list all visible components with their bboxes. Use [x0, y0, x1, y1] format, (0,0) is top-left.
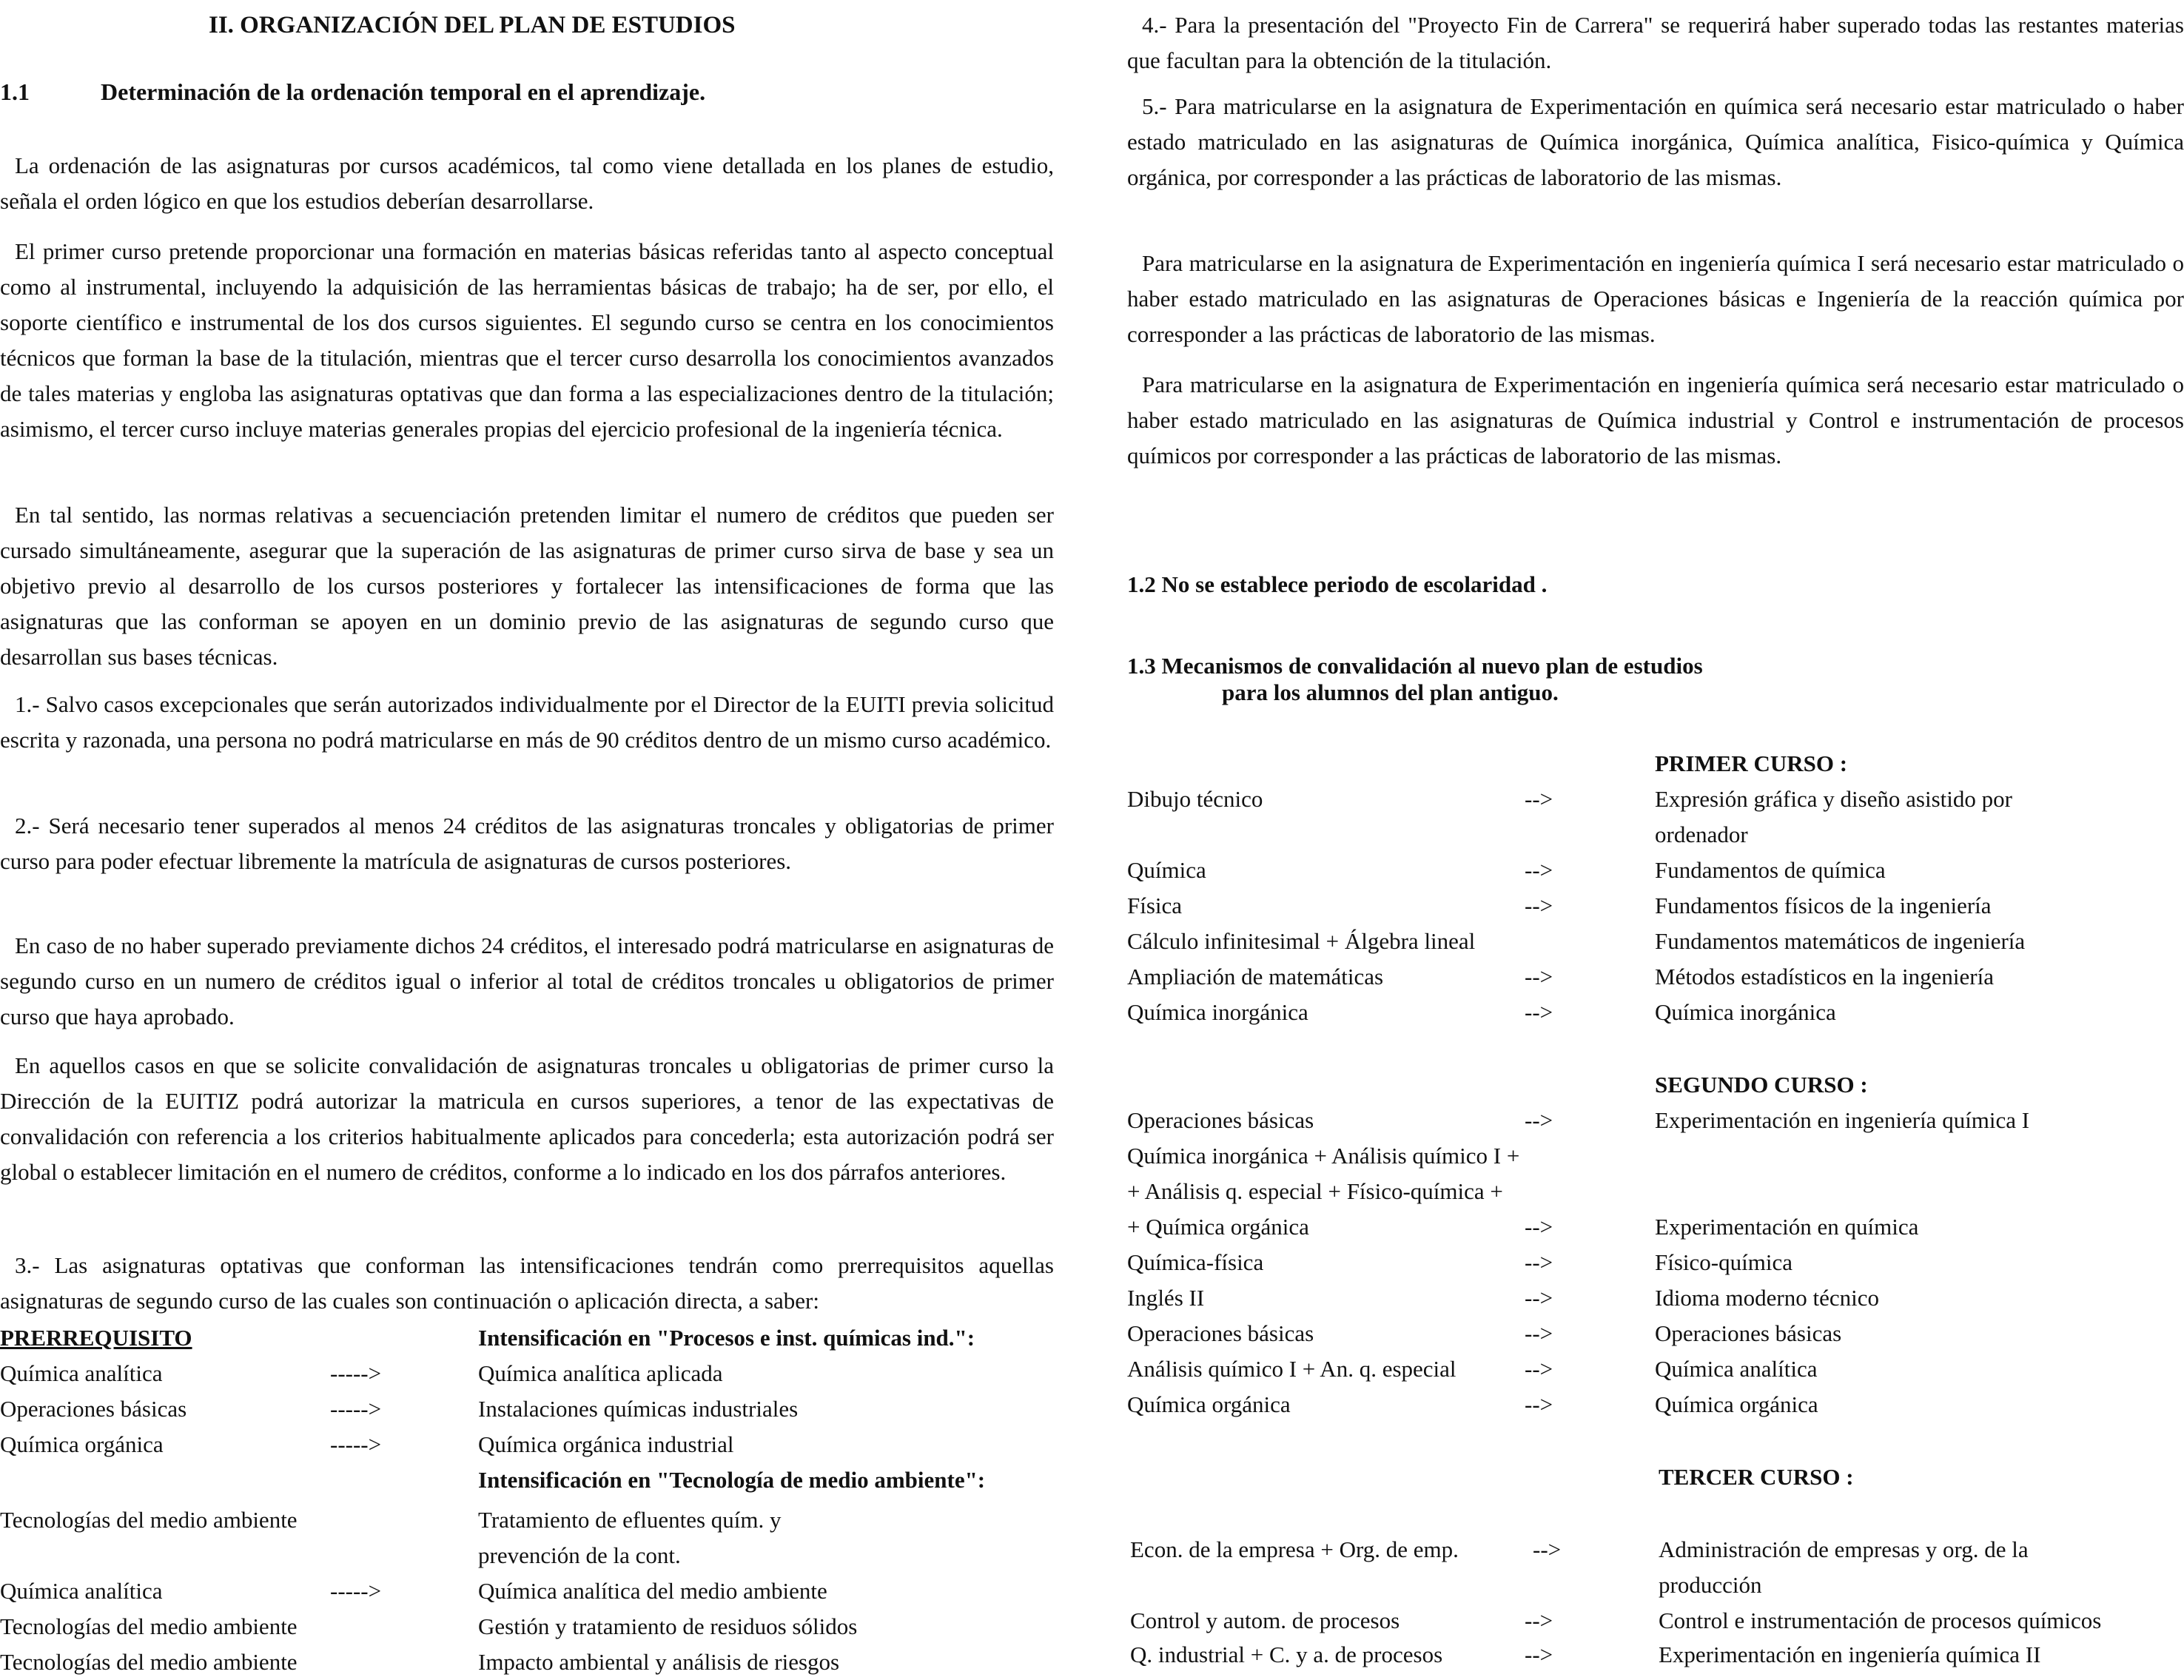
prereq-to: Impacto ambiental y análisis de riesgos: [478, 1649, 840, 1675]
intensification-heading: Intensificación en "Procesos e inst. químicas ind.":: [478, 1325, 975, 1351]
prereq-to: Instalaciones químicas industriales: [478, 1396, 799, 1422]
paragraph: 3.- Las asignaturas optativas que conforman las intensificaciones tendrán como prerrequisitos aquellas asignaturas de segundo curso de las cuales son continuación o aplicación directa, a saber:: [0, 1252, 1054, 1314]
arrow: -->: [1525, 999, 1553, 1025]
course-header: PRIMER CURSO :: [1655, 750, 1848, 776]
old-subject: Análisis químico I + An. q. especial: [1127, 1356, 1456, 1382]
paragraph: Para matricularse en la asignatura de Experimentación en ingeniería química será necesario estar matriculado o haber estado matriculado en las asignaturas de Química industrial y Control e instrumentación de procesos químicos por corresponder a las prácticas de laboratorio de las mismas.: [1127, 372, 2184, 468]
prereq-to: Química analítica del medio ambiente: [478, 1578, 827, 1604]
prereq-arrow: ----->: [330, 1578, 382, 1604]
arrow: -->: [1525, 857, 1553, 883]
new-subject: Experimentación en ingeniería química II: [1659, 1642, 2041, 1667]
arrow: -->: [1525, 1320, 1553, 1346]
arrow: -->: [1525, 1642, 1553, 1667]
arrow: -->: [1525, 964, 1553, 989]
prereq-to: Tratamiento de efluentes quím. y: [478, 1507, 782, 1533]
new-subject: Química orgánica: [1655, 1391, 1818, 1417]
prereq-arrow: ----->: [330, 1396, 382, 1422]
prereq-header: PRERREQUISITO: [0, 1325, 192, 1351]
new-subject: Físico-química: [1655, 1249, 1792, 1275]
course-header: TERCER CURSO :: [1659, 1464, 1854, 1490]
paragraph: En aquellos casos en que se solicite convalidación de asignaturas troncales u obligatorias de primer curso la Dirección de la EUITIZ podrá autorizar la matricula en cursos superiores, a tenor de las expectativas de convalidación con referencia a los criterios habitualmente aplicados para concederla; esta autorización podrá ser global o establecer limitación en el numero de créditos, conforme a lo indicado en los dos párrafos anteriores.: [0, 1052, 1054, 1185]
old-subject: Química inorgánica: [1127, 999, 1308, 1025]
new-subject: ordenador: [1655, 821, 1748, 847]
new-subject: Expresión gráfica y diseño asistido por: [1655, 786, 2012, 812]
paragraph: En caso de no haber superado previamente dichos 24 créditos, el interesado podrá matricularse en asignaturas de segundo curso en un numero de créditos igual o inferior al total de créditos troncales u obligatorios de primer curso que haya aprobado.: [0, 933, 1054, 1029]
prereq-arrow: ----->: [330, 1360, 382, 1386]
new-subject: Experimentación en ingeniería química I: [1655, 1107, 2030, 1133]
new-subject: Química analítica: [1655, 1356, 1818, 1382]
arrow: -->: [1533, 1536, 1562, 1562]
old-subject: Operaciones básicas: [1127, 1320, 1314, 1346]
prereq-from: Operaciones básicas: [0, 1396, 187, 1422]
arrow: -->: [1525, 893, 1553, 918]
old-subject: Econ. de la empresa + Org. de emp.: [1130, 1536, 1459, 1562]
arrow: -->: [1525, 1391, 1553, 1417]
prereq-from: Tecnologías del medio ambiente: [0, 1507, 298, 1533]
old-subject: Control y autom. de procesos: [1130, 1607, 1400, 1633]
new-subject: Fundamentos matemáticos de ingeniería: [1655, 928, 2026, 954]
paragraph: El primer curso pretende proporcionar una formación en materias básicas referidas tanto al aspecto conceptual como al instrumental, incluyendo la adquisición de las herramientas básicas de trabajo; ha de ser, por ello, el soporte científico e instrumental de los dos cursos siguientes. El segundo curso se centra en los conocimientos técnicos que forman la base de la titulación, mientras que el tercer curso desarrolla los conocimientos avanzados de tales materias y engloba las asignaturas optativas que dan forma a las especializaciones dentro de la titulación; asimismo, el tercer curso incluye materias generales propias del ejercicio profesional de la ingeniería técnica.: [0, 238, 1054, 442]
old-subject: Física: [1127, 893, 1183, 918]
prereq-from: Química analítica: [0, 1360, 163, 1386]
paragraph: La ordenación de las asignaturas por cursos académicos, tal como viene detallada en los planes de estudio, señala el orden lógico en que los estudios deberían desarrollarse.: [0, 152, 1054, 214]
arrow: -->: [1525, 1607, 1553, 1633]
old-subject: Química orgánica: [1127, 1391, 1291, 1417]
old-subject: + Análisis q. especial + Físico-química +: [1127, 1178, 1503, 1204]
arrow: -->: [1525, 1285, 1553, 1311]
prereq-to: Gestión y tratamiento de residuos sólidos: [478, 1613, 858, 1639]
new-subject: Fundamentos físicos de la ingeniería: [1655, 893, 1992, 918]
old-subject: Operaciones básicas: [1127, 1107, 1314, 1133]
arrow: -->: [1525, 1356, 1553, 1382]
new-subject: Operaciones básicas: [1655, 1320, 1842, 1346]
prereq-from: Química analítica: [0, 1578, 163, 1604]
paragraph: 1.- Salvo casos excepcionales que serán autorizados individualmente por el Director de la EUITI previa solicitud escrita y razonada, una persona no podrá matricularse en más de 90 créditos dentro de un mismo curso académico.: [0, 691, 1054, 753]
arrow: -->: [1525, 1107, 1553, 1133]
new-subject: Idioma moderno técnico: [1655, 1285, 1880, 1311]
arrow: -->: [1525, 1249, 1553, 1275]
prereq-to: Química analítica aplicada: [478, 1360, 723, 1386]
section-1-2-heading: 1.2 No se establece periodo de escolaridad .: [1127, 571, 1548, 597]
prereq-from: Tecnologías del medio ambiente: [0, 1649, 298, 1675]
arrow: -->: [1525, 786, 1553, 812]
old-subject: + Química orgánica: [1127, 1214, 1309, 1240]
new-subject: Química inorgánica: [1655, 999, 1836, 1025]
old-subject: Química-física: [1127, 1249, 1264, 1275]
prereq-to: Química orgánica industrial: [478, 1431, 734, 1457]
prereq-to: prevención de la cont.: [478, 1542, 681, 1568]
arrow: -->: [1525, 1214, 1553, 1240]
paragraph: 4.- Para la presentación del "Proyecto Fin de Carrera" se requerirá haber superado todas las restantes materias que facultan para la obtención de la titulación.: [1127, 12, 2184, 73]
section-1-3-subheading: para los alumnos del plan antiguo.: [1222, 679, 1559, 705]
paragraph: En tal sentido, las normas relativas a secuenciación pretenden limitar el numero de créditos que pueden ser cursado simultáneamente, asegurar que la superación de las asignaturas de primer curso sirva de base y sea un objetivo previo al desarrollo de los cursos posteriores y fortalecer las intensificaciones de forma que las asignaturas que las conforman se apoyen en un dominio previo de las asignaturas de segundo curso que desarrollan sus bases técnicas.: [0, 502, 1054, 670]
old-subject: Cálculo infinitesimal + Álgebra lineal: [1127, 928, 1476, 954]
old-subject: Química inorgánica + Análisis químico I +: [1127, 1143, 1520, 1169]
section-number: 1.1: [0, 78, 30, 105]
intensification-heading: Intensificación en "Tecnología de medio ambiente":: [478, 1467, 986, 1493]
old-subject: Dibujo técnico: [1127, 786, 1263, 812]
paragraph: Para matricularse en la asignatura de Experimentación en ingeniería química I será necesario estar matriculado o haber estado matriculado en las asignaturas de Operaciones básicas e Ingeniería de la reacción química por corresponder a las prácticas de laboratorio de las mismas.: [1127, 250, 2184, 347]
paragraph: 5.- Para matricularse en la asignatura de Experimentación en química será necesario estar matriculado o haber estado matriculado en las asignaturas de Química inorgánica, Química analítica, Fisico-química y Química orgánica, por corresponder a las prácticas de laboratorio de las mismas.: [1127, 93, 2184, 190]
page-title: II. ORGANIZACIÓN DEL PLAN DE ESTUDIOS: [209, 12, 736, 38]
old-subject: Química: [1127, 857, 1206, 883]
old-subject: Ampliación de matemáticas: [1127, 964, 1384, 989]
prereq-from: Tecnologías del medio ambiente: [0, 1613, 298, 1639]
new-subject: Experimentación en química: [1655, 1214, 1919, 1240]
paragraph: 2.- Será necesario tener superados al menos 24 créditos de las asignaturas troncales y obligatorias de primer curso para poder efectuar libremente la matrícula de asignaturas de cursos posteriores.: [0, 813, 1054, 874]
prereq-from: Química orgánica: [0, 1431, 164, 1457]
new-subject: producción: [1659, 1572, 1762, 1598]
section-title: Determinación de la ordenación temporal en el aprendizaje.: [101, 78, 706, 105]
section-1-3-heading: 1.3 Mecanismos de convalidación al nuevo plan de estudios: [1127, 653, 1703, 679]
new-subject: Fundamentos de química: [1655, 857, 1886, 883]
prereq-arrow: ----->: [330, 1431, 382, 1457]
section-1-1-heading: [0, 74, 705, 110]
course-header: SEGUNDO CURSO :: [1655, 1072, 1868, 1098]
new-subject: Administración de empresas y org. de la: [1659, 1536, 2029, 1562]
old-subject: Q. industrial + C. y a. de procesos: [1130, 1642, 1443, 1667]
new-subject: Control e instrumentación de procesos químicos: [1659, 1607, 2102, 1633]
old-subject: Inglés II: [1127, 1285, 1205, 1311]
new-subject: Métodos estadísticos en la ingeniería: [1655, 964, 1994, 989]
